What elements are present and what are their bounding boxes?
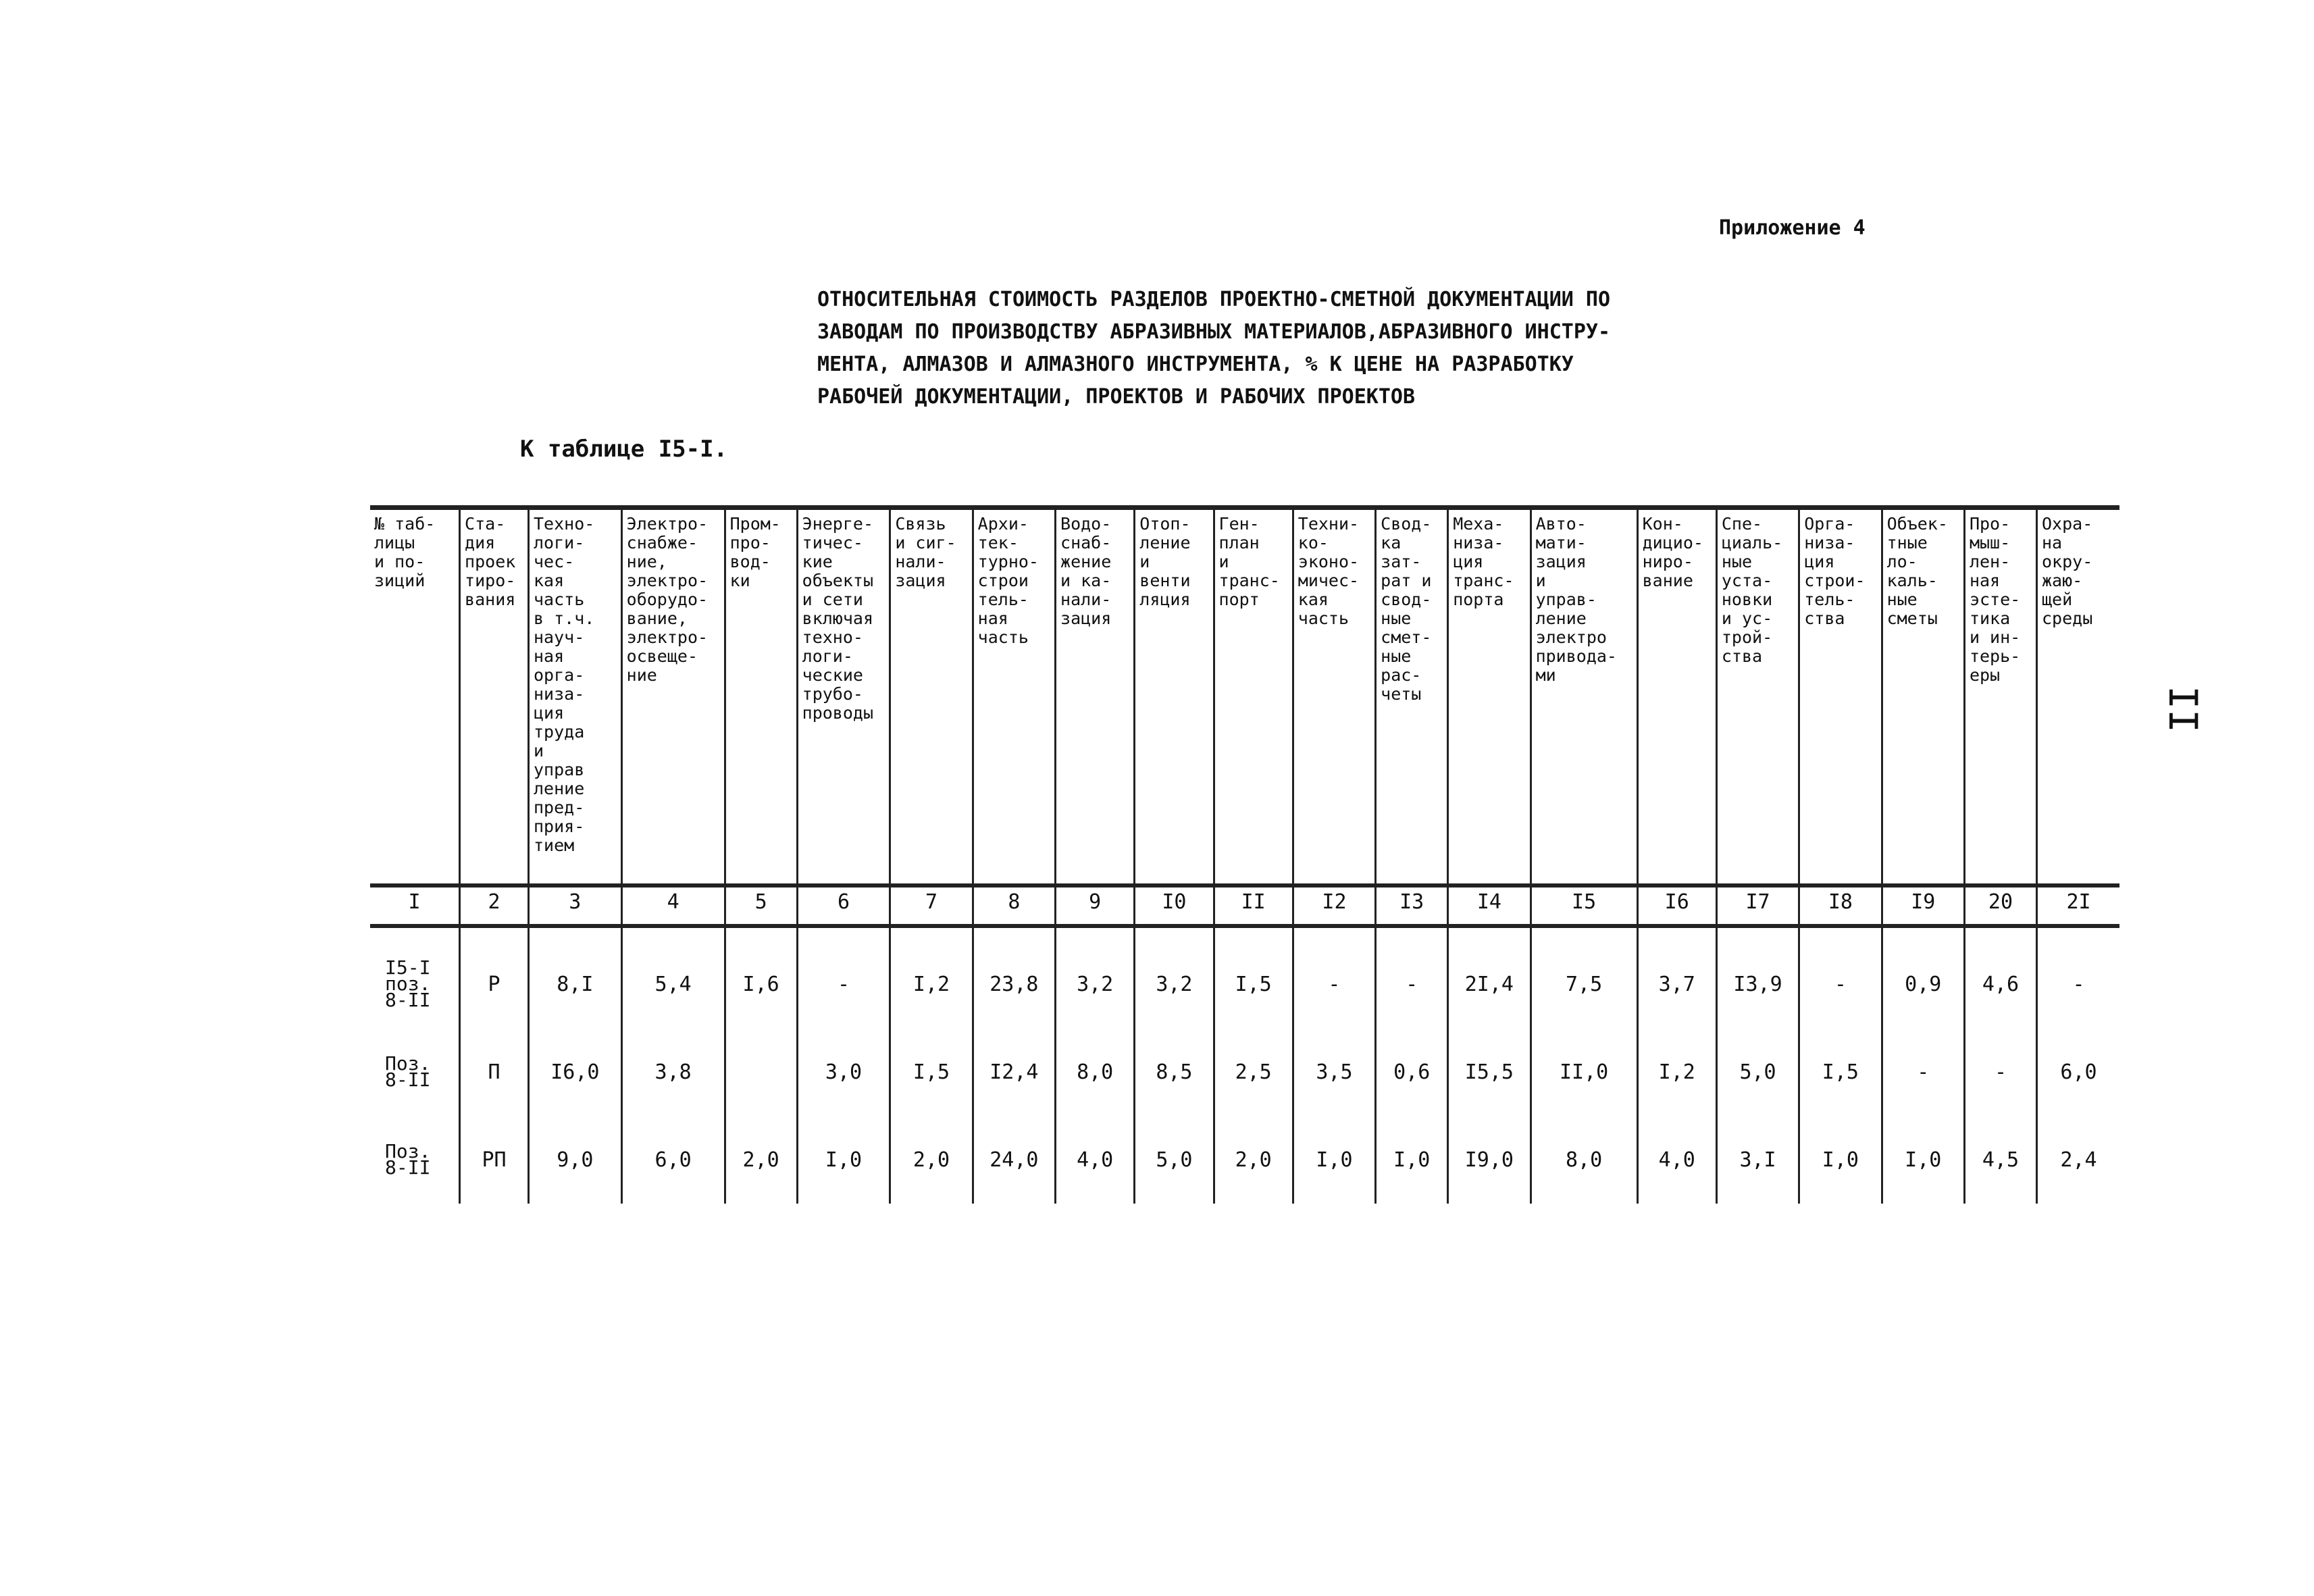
table-cell: 7,5 [1531, 940, 1637, 1028]
table-cell: - [1799, 940, 1882, 1028]
table-cell: - [2037, 940, 2120, 1028]
column-header: № таб- лицы и по- зиций [374, 514, 436, 590]
table-cell: 2,0 [1214, 1116, 1293, 1204]
column-number: 9 [1056, 883, 1135, 920]
column-header: Охра- на окру- жаю- щей среды [2037, 505, 2120, 883]
table-cell: 5,0 [1716, 1028, 1799, 1116]
title-line: ЗАВОДАМ ПО ПРОИЗВОДСТВУ АБРАЗИВНЫХ МАТЕРИАЛОВ,АБРАЗИВНОГО ИНСТРУ- [817, 320, 1610, 344]
table-cell: I,5 [1214, 940, 1293, 1028]
column-number: I6 [1637, 883, 1716, 920]
table-cell: - [797, 940, 890, 1028]
column-number: I8 [1799, 883, 1882, 920]
table-cell: 3,2 [1056, 940, 1135, 1028]
column-number: I7 [1716, 883, 1799, 920]
table-cell: I6,0 [529, 1028, 622, 1116]
table-cell: 6,0 [621, 1116, 725, 1204]
table-cell: 5,0 [1135, 1116, 1214, 1204]
column-number: 4 [621, 883, 725, 920]
table-cell: 2,0 [890, 1116, 973, 1204]
column-header: Техни- ко- эконо- мичес- кая часть [1293, 505, 1375, 883]
table-cell: 2,0 [725, 1116, 797, 1204]
column-header: Архи- тек- турно- строи тель- ная часть [973, 505, 1055, 883]
position-cell: Поз. 8-II [385, 1140, 431, 1179]
table-cell: П [460, 1028, 529, 1116]
column-number: 8 [973, 883, 1055, 920]
table-cell: I,0 [1882, 1116, 1964, 1204]
column-number-row [370, 883, 2119, 920]
column-number: I3 [1376, 883, 1448, 920]
table-cell: I,0 [1293, 1116, 1375, 1204]
table-cell: - [1293, 940, 1375, 1028]
table-cell: I,0 [797, 1116, 890, 1204]
column-number: I4 [1448, 883, 1531, 920]
column-header: Спе- циаль- ные уста- новки и ус- трой- ства [1716, 505, 1799, 883]
column-header: Кон- дицио- ниро- вание [1637, 505, 1716, 883]
table-row [370, 940, 2119, 1028]
page-number: II [2160, 686, 2206, 733]
table-cell: 2I,4 [1448, 940, 1531, 1028]
table-cell: 4,5 [1964, 1116, 2036, 1204]
column-number: I2 [1293, 883, 1375, 920]
table-cell: - [1964, 1028, 2036, 1116]
table-cell: 8,5 [1135, 1028, 1214, 1116]
table-cell: 3,8 [621, 1028, 725, 1116]
column-header: Электро- снабже- ние, электро- оборудо- вание, электро- освеще- ние [621, 505, 725, 883]
column-number: 5 [725, 883, 797, 920]
table-cell: 24,0 [973, 1116, 1055, 1204]
column-number: II [1214, 883, 1293, 920]
position-cell: Поз. 8-II [385, 1052, 431, 1091]
column-number: 6 [797, 883, 890, 920]
column-number: I [408, 890, 421, 914]
table-cell: 4,0 [1637, 1116, 1716, 1204]
table-cell: 3,I [1716, 1116, 1799, 1204]
table-cell: I2,4 [973, 1028, 1055, 1116]
table-cell: I3,9 [1716, 940, 1799, 1028]
position-cell: I5-I поз. 8-II [385, 956, 431, 1011]
table-cell: 0,9 [1882, 940, 1964, 1028]
table-cell: - [1376, 940, 1448, 1028]
document-title [817, 284, 1610, 413]
title-line: МЕНТА, АЛМАЗОВ И АЛМАЗНОГО ИНСТРУМЕНТА, % К ЦЕНЕ НА РАЗРАБОТКУ [817, 353, 1574, 376]
header-row [370, 505, 2119, 883]
table-cell: 8,I [529, 940, 622, 1028]
spacer-row [370, 920, 2119, 940]
table-cell: I,0 [1799, 1116, 1882, 1204]
column-header: Авто- мати- зация и управ- ление электро приводa- ми [1531, 505, 1637, 883]
table-cell: 3,2 [1135, 940, 1214, 1028]
column-header: Про- мыш- лен- ная эсте- тика и ин- терь- еры [1964, 505, 2036, 883]
table-cell: 8,0 [1531, 1116, 1637, 1204]
title-line: ОТНОСИТЕЛЬНАЯ СТОИМОСТЬ РАЗДЕЛОВ ПРОЕКТНО-СМЕТНОЙ ДОКУМЕНТАЦИИ ПО [817, 288, 1610, 311]
appendix-label: Приложение 4 [1719, 216, 1866, 240]
column-number: 2 [460, 883, 529, 920]
column-header: Объек- тные ло- каль- ные сметы [1882, 505, 1964, 883]
column-header: Орга- низа- ция строи- тель- ства [1799, 505, 1882, 883]
table-cell: 9,0 [529, 1116, 622, 1204]
column-header: Техно- логи- чес- кая часть в т.ч. науч- ная орга- низа- ция труда и управ ление пред- прия- тием [529, 505, 622, 883]
table-cell: Р [460, 940, 529, 1028]
table-cell: 2,5 [1214, 1028, 1293, 1116]
table-row [370, 1028, 2119, 1116]
table-reference: К таблице I5-I. [520, 436, 728, 463]
column-header: Энерге- тичес- кие объекты и сети включая техно- логи- ческие трубо- проводы [797, 505, 890, 883]
title-line: РАБОЧЕЙ ДОКУМЕНТАЦИИ, ПРОЕКТОВ И РАБОЧИХ ПРОЕКТОВ [817, 385, 1416, 409]
table-cell: II,0 [1531, 1028, 1637, 1116]
table-cell: 5,4 [621, 940, 725, 1028]
table-cell: 0,6 [1376, 1028, 1448, 1116]
column-header: Меха- низа- ция транс- порта [1448, 505, 1531, 883]
table-cell: I,2 [890, 940, 973, 1028]
table-cell: I,6 [725, 940, 797, 1028]
table-cell: I,2 [1637, 1028, 1716, 1116]
table-cell: 3,7 [1637, 940, 1716, 1028]
table-cell: I,0 [1376, 1116, 1448, 1204]
column-number: 7 [890, 883, 973, 920]
column-number: I5 [1531, 883, 1637, 920]
table-cell: - [1882, 1028, 1964, 1116]
table-cell: 3,5 [1293, 1028, 1375, 1116]
cost-table [370, 505, 2119, 1204]
column-header: Связь и сиг- нали- зация [890, 505, 973, 883]
table-cell: 8,0 [1056, 1028, 1135, 1116]
table-cell: 6,0 [2037, 1028, 2120, 1116]
table-cell: I5,5 [1448, 1028, 1531, 1116]
column-number: 20 [1964, 883, 2036, 920]
table-cell: 2,4 [2037, 1116, 2120, 1204]
column-header: Водо- снаб- жение и ка- нали- зация [1056, 505, 1135, 883]
table-cell: 4,0 [1056, 1116, 1135, 1204]
table-cell: I,5 [890, 1028, 973, 1116]
table-cell: 3,0 [797, 1028, 890, 1116]
table-cell: 4,6 [1964, 940, 2036, 1028]
column-number: I0 [1135, 883, 1214, 920]
column-header: Ген- план и транс- порт [1214, 505, 1293, 883]
table-cell: 23,8 [973, 940, 1055, 1028]
column-number: 3 [529, 883, 622, 920]
column-header: Свод- ка зат- рат и свод- ные смет- ные рас- четы [1376, 505, 1448, 883]
column-number: 2I [2037, 883, 2120, 920]
table-row [370, 1116, 2119, 1204]
table-cell: I,5 [1799, 1028, 1882, 1116]
table-cell: РП [460, 1116, 529, 1204]
table-cell: I9,0 [1448, 1116, 1531, 1204]
column-number: I9 [1882, 883, 1964, 920]
column-header: Отоп- ление и венти ляция [1135, 505, 1214, 883]
column-header: Пром- про- вод- ки [725, 505, 797, 883]
column-header: Ста- дия проек тиро- вания [460, 505, 529, 883]
table-cell [725, 1028, 797, 1116]
